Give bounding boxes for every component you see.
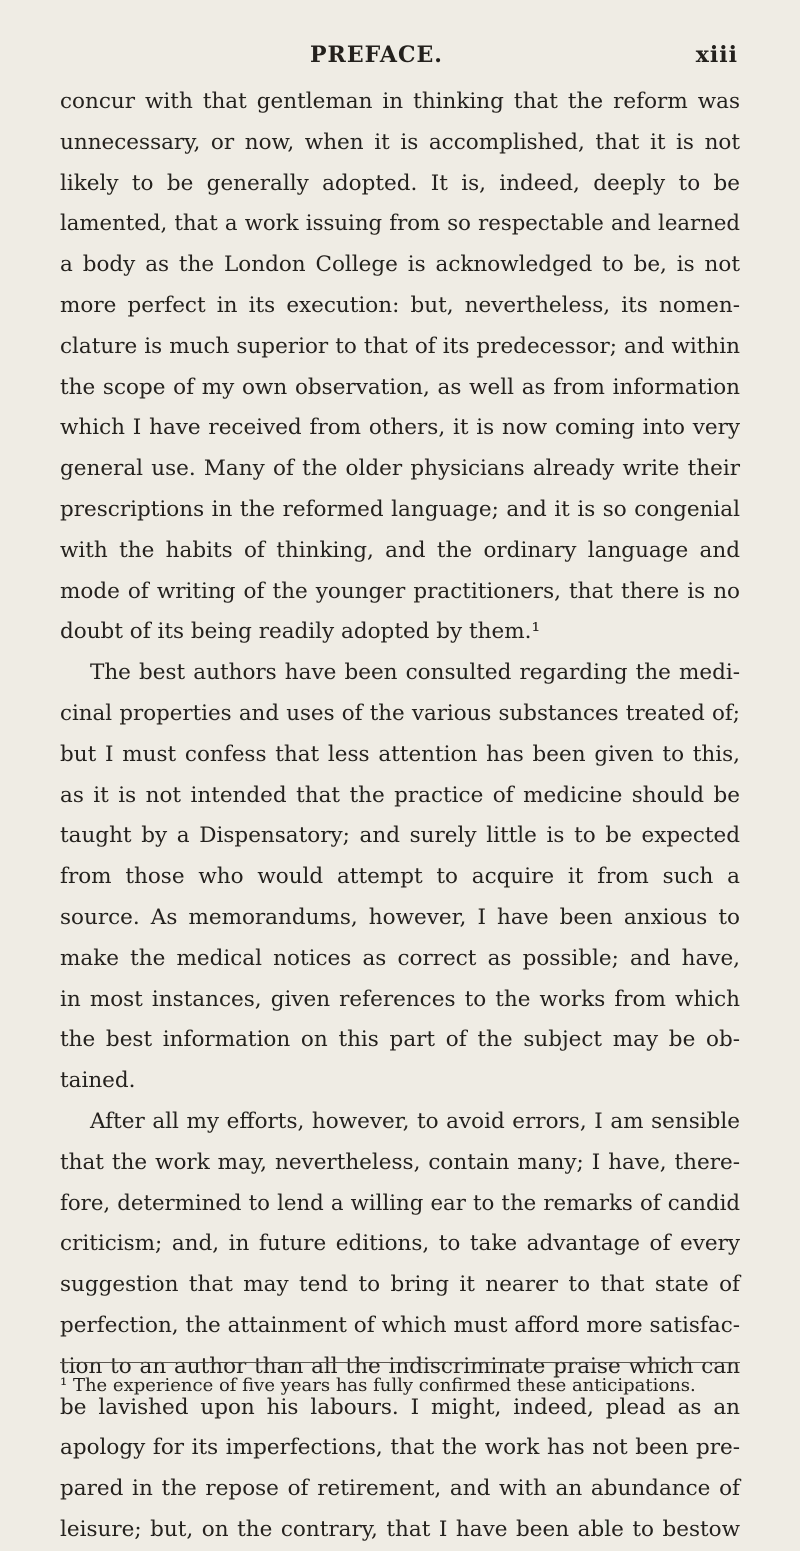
text-line: source. As memorandums, however, I have been anxious to xyxy=(60,904,740,930)
text-line: prescriptions in the reformed language; and it is so congenial xyxy=(60,496,740,522)
text-line: concur with that gentleman in thinking that the reform was xyxy=(60,89,740,114)
text-line: pared in the repose of retirement, and with an abundance of xyxy=(60,1476,740,1502)
text-line: suggestion that may tend to bring it nearer to that state of xyxy=(60,1272,740,1298)
footnote-divider xyxy=(60,1362,740,1363)
text-line: a body as the London College is acknowledged to be, is not xyxy=(60,252,740,278)
text-line: tion to an author than all the indiscriminate praise which can xyxy=(60,1353,740,1379)
text-line: make the medical notices as correct as possible; and have, xyxy=(60,945,740,971)
text-line: the best information on this part of the subject may be ob- xyxy=(60,1027,740,1053)
text-line: The best authors have been consulted regarding the medi- xyxy=(90,660,740,686)
text-line: in most instances, given references to the works from which xyxy=(60,986,740,1012)
text-line: criticism; and, in future editions, to take advantage of every xyxy=(60,1231,740,1257)
page-number: xiii xyxy=(695,42,738,68)
text-line: general use. Many of the older physicians already write their xyxy=(60,456,740,482)
text-line: clature is much superior to that of its predecessor; and within xyxy=(60,333,740,359)
running-head xyxy=(0,42,800,82)
text-line: lamented, that a work issuing from so respectable and learned xyxy=(60,211,740,237)
running-title: PREFACE. xyxy=(310,42,443,68)
text-line: After all my efforts, however, to avoid errors, I am sensible xyxy=(90,1108,740,1134)
text-line: apology for its imperfections, that the work has not been pre- xyxy=(60,1435,740,1461)
text-line: with the habits of thinking, and the ordinary language and xyxy=(60,537,740,563)
text-line: that the work may, nevertheless, contain many; I have, there- xyxy=(60,1149,740,1175)
text-line: fore, determined to lend a willing ear to the remarks of candid xyxy=(60,1190,740,1216)
text-line: from those who would attempt to acquire it from such a xyxy=(60,864,740,890)
text-line: which I have received from others, it is now coming into very xyxy=(60,415,740,441)
text-line: leisure; but, on the contrary, that I have been able to bestow xyxy=(60,1516,740,1542)
text-line: cinal properties and uses of the various substances treated of; xyxy=(60,700,740,726)
text-line: mode of writing of the younger practitioners, that there is no xyxy=(60,578,740,604)
text-line: likely to be generally adopted. It is, indeed, deeply to be xyxy=(60,170,740,196)
text-line: tained. xyxy=(60,1068,136,1094)
text-line: taught by a Dispensatory; and surely little is to be expected xyxy=(60,823,740,849)
text-line: more perfect in its execution: but, nevertheless, its nomen- xyxy=(60,292,740,318)
text-line: unnecessary, or now, when it is accomplished, that it is not xyxy=(60,129,740,155)
text-line: as it is not intended that the practice of medicine should be xyxy=(60,782,740,808)
text-line: doubt of its being readily adopted by them.¹ xyxy=(60,619,541,645)
text-line: perfection, the attainment of which must afford more satisfac- xyxy=(60,1312,740,1338)
body-text xyxy=(60,82,740,1551)
text-line: but I must confess that less attention has been given to this, xyxy=(60,741,740,767)
footnote: ¹ The experience of five years has fully confirmed these anticipations. xyxy=(60,1375,696,1396)
text-line: the scope of my own observation, as well as from information xyxy=(60,374,740,400)
text-line: be lavished upon his labours. I might, indeed, plead as an xyxy=(60,1394,740,1420)
